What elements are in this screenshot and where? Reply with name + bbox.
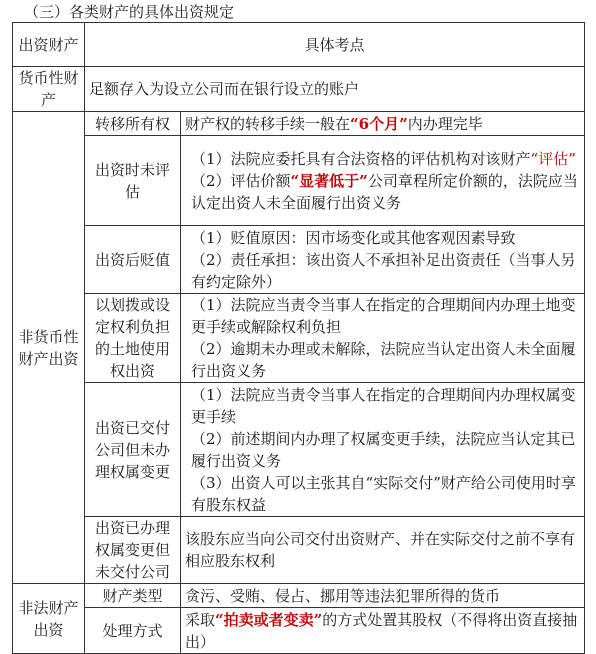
- illegal-type-label: 财产类型: [85, 584, 181, 608]
- nonmonetary-label: 非货币性财产出资: [13, 112, 85, 584]
- registered-label: 出资已办理权属变更但未交付公司: [85, 517, 181, 584]
- land-content: [181, 294, 585, 383]
- land-item1: （1）法院应当责令当事人在指定的合理期间内办理土地变更手续或解除权利负担: [191, 296, 576, 336]
- registered-row: [13, 517, 585, 584]
- depreciation-item1: （1）贬值原因：因市场变化或其他客观因素导致: [191, 228, 516, 247]
- transfer-label: 转移所有权: [85, 112, 181, 136]
- registered-content: 该股东应当向公司交付出资财产、并在实际交付之前不享有相应股东权利: [181, 517, 585, 584]
- delivered-item1: （1）法院应当责令当事人在指定的合理期间内办理权属变更手续: [191, 385, 576, 426]
- transfer-highlight: “6个月”: [350, 114, 408, 133]
- land-item2: （2）逾期未办理或未解除，法院应当认定出资人未全面履行出资义务: [191, 340, 576, 380]
- delivered-item2: （2）前述期间内办理了权属变更手续，法院应当认定其已履行出资义务: [191, 429, 576, 470]
- monetary-content: 足额存入为设立公司而在银行设立的账户: [85, 67, 585, 112]
- illegal-label: 非法财产出资: [13, 584, 85, 654]
- table-header-row: [13, 23, 585, 67]
- depreciation-item2: （2）责任承担：该出资人不承担补足出资责任（当事人另有约定除外）: [191, 250, 576, 291]
- section-heading: （三）各类财产的具体出资规定: [24, 3, 235, 21]
- unevaluated-item2: （2）评估价额“显著低于”公司章程所定价额的，法院应当认定出资人未全面履行出资义务: [191, 171, 578, 212]
- transfer-content: [181, 112, 585, 136]
- monetary-label: 货币性财产: [13, 67, 85, 112]
- significantly-lower-highlight: “显著低于”: [290, 171, 368, 190]
- illegal-method-label: 处理方式: [85, 608, 181, 654]
- depreciation-label: 出资后贬值: [85, 226, 181, 294]
- transfer-text-post: 内办理完毕: [407, 114, 483, 133]
- unevaluated-row: [13, 136, 585, 226]
- unevaluated-label: 出资时未评估: [85, 136, 181, 226]
- unevaluated-item1: （1）法院应委托具有合法资格的评估机构对该财产“评估”: [191, 149, 576, 168]
- land-row: [13, 294, 585, 383]
- illegal-method-row: [13, 608, 585, 654]
- illegal-type-content: 贪污、受贿、侵占、挪用等违法犯罪所得的货币: [181, 584, 585, 608]
- evaluation-highlight: “评估”: [530, 149, 576, 168]
- depreciation-row: [13, 226, 585, 294]
- illegal-type-row: [13, 584, 585, 608]
- delivered-item3: （3）出资人可以主张其自“实际交付”财产给公司使用时享有股东权益: [191, 473, 576, 514]
- capital-contribution-table: [12, 22, 585, 654]
- land-label: 以划拨或设定权利负担的土地使用权出资: [85, 294, 181, 383]
- delivered-row: [13, 383, 585, 517]
- header-points-cell: 具体考点: [85, 23, 585, 67]
- transfer-text-pre: 财产权的转移手续一般在: [185, 114, 351, 133]
- delivered-label: 出资已交付公司但未办理权属变更: [85, 383, 181, 517]
- delivered-content: [181, 383, 585, 517]
- header-asset-cell: 出资财产: [13, 23, 85, 67]
- monetary-row: [13, 67, 585, 112]
- unevaluated-content: [181, 136, 585, 226]
- illegal-method-content: 采取“拍卖或者变卖”的方式处置其股权（不得将出资直接抽出）: [181, 608, 585, 654]
- depreciation-content: [181, 226, 585, 294]
- auction-highlight: “拍卖或者变卖”: [215, 610, 323, 629]
- transfer-row: [13, 112, 585, 136]
